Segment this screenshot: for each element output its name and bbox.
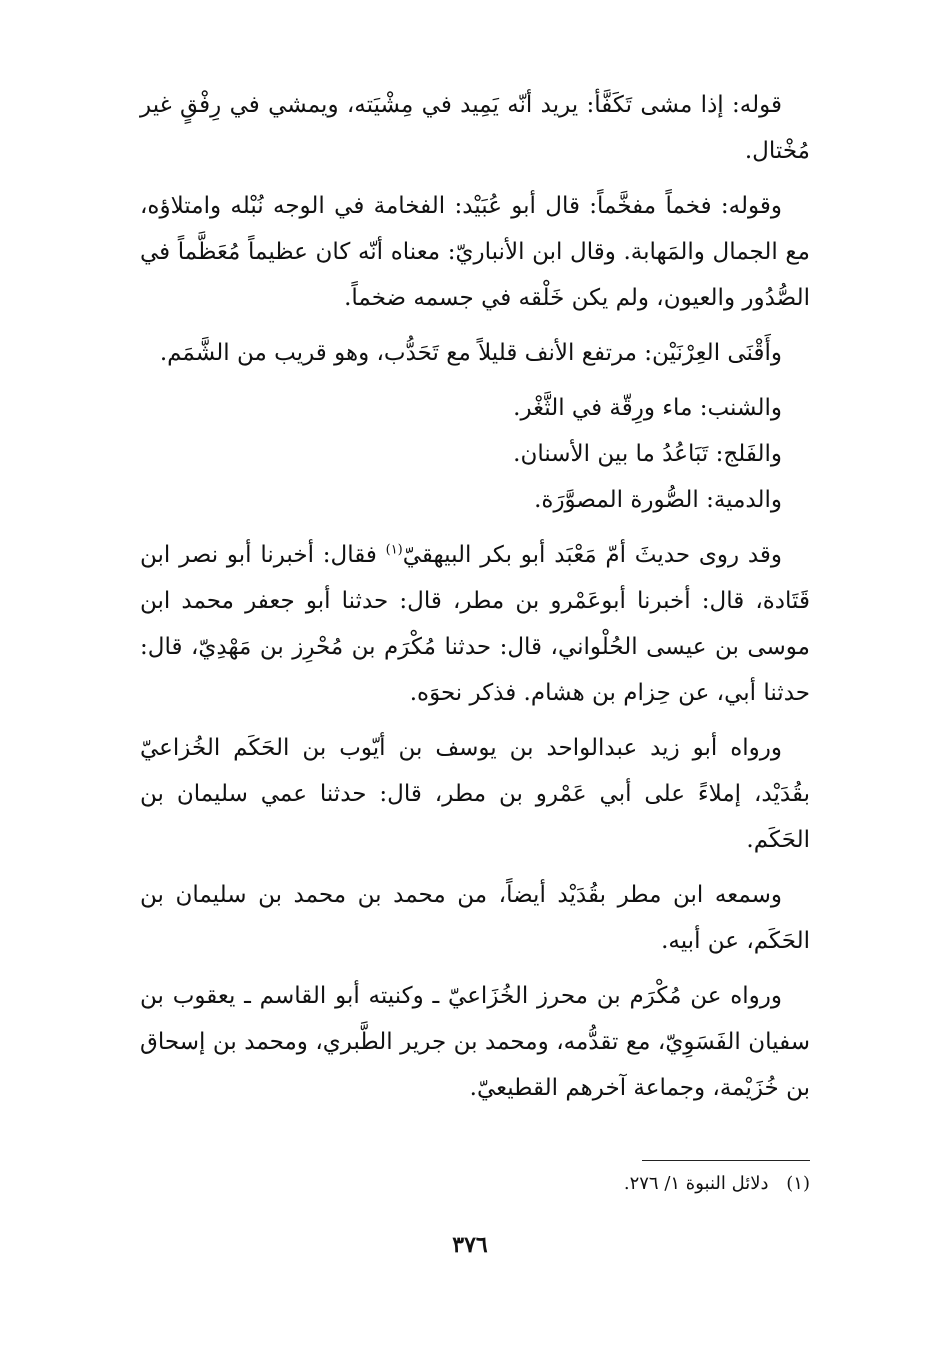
paragraph-walking: قوله: إذا مشى تَكَفَّأ: يريد أنّه يَمِيد في مِشْيَته، ويمشي في رِفْقٍ غير مُخْتال. xyxy=(140,92,810,164)
paragraph-mukram: ورواه عن مُكْرَم بن محرز الخُزَاعيّ ـ وكنيته أبو القاسم ـ يعقوب بن سفيان الفَسَوِيّ، مع تقدُّمه، ومحمد بن جرير الطَّبري، ومحمد بن إسحاق بن خُزَيْمة، وجماعة آخرهم القطيعيّ. xyxy=(140,983,810,1101)
paragraph-falaj: والفَلج: تَبَاعُدُ ما بين الأسنان. xyxy=(513,441,782,467)
page-body xyxy=(140,82,810,1120)
footnote-marker[interactable]: (١) xyxy=(385,542,403,558)
footnote-divider xyxy=(642,1160,810,1161)
footnote xyxy=(624,1173,810,1194)
paragraph-abu-zayd: ورواه أبو زيد عبدالواحد بن يوسف بن أيّوب بن الحَكَم الخُزاعيّ بقُدَيْد، إملاءً على أبي عَمْرو بن مطر، قال: حدثنا عمي سليمان بن الحَكَم. xyxy=(140,735,810,853)
footnote-number: (١) xyxy=(786,1173,810,1194)
paragraph-bayhaqi xyxy=(140,532,810,716)
page-number: ٣٧٦ xyxy=(452,1232,488,1258)
paragraph-bayhaqi-lead: وقد روى حديثَ أمّ مَعْبَد أبو بكر البيهقيّ xyxy=(402,542,783,568)
paragraph-shanab: والشنب: ماء ورِقّة في الثَّغْر. xyxy=(513,395,782,421)
paragraph-dumya: والدمية: الصُّورة المصوَّرَة. xyxy=(534,487,782,513)
footnote-text: دلائل النبوة ١/ ٢٧٦. xyxy=(623,1173,769,1194)
paragraph-ibn-matar: وسمعه ابن مطر بقُدَيْد أيضاً، من محمد بن محمد بن سليمان بن الحَكَم، عن أبيه. xyxy=(140,882,810,954)
paragraph-fakhm: وقوله: فخماً مفخَّماً: قال أبو عُبَيْد: الفخامة في الوجه نُبْله وامتلاؤه، مع الجمال والمَهابة. وقال ابن الأنباريّ: معناه أنّه كان عظيماً مُعَظَّماً في الصُّدُور والعيون، ولم يكن خَلْقه في جسمه ضخماً. xyxy=(140,193,810,311)
paragraph-bayhaqi-rest: فقال: أخبرنا أبو نصر ابن قَتَادة، قال: أخبرنا أبوعَمْرو بن مطر، قال: حدثنا أبو جعفر محمد ابن موسى بن عيسى الحُلْواني، قال: حدثنا مُكْرَم بن مُحْرِز بن مَهْدِيّ، قال: حدثنا أبي، عن حِزام بن هشام. فذكر نحوَه. xyxy=(140,542,810,706)
paragraph-aqna: وأَقْنَى العِرْنَيْن: مرتفع الأنف قليلاً مع تَحَدُّب، وهو قريب من الشَّمَم. xyxy=(159,340,782,366)
